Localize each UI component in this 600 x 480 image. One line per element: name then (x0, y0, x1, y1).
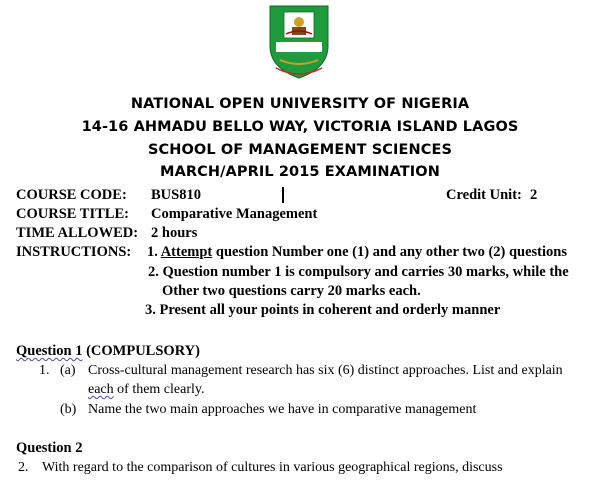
instruction-1-underlined: Attempt (160, 244, 213, 260)
question-1b-label: (b) (60, 402, 77, 417)
question-1a-label: (a) (60, 363, 76, 378)
university-address: 14-16 AHMADU BELLO WAY, VICTORIA ISLAND LAGOS (81, 119, 519, 135)
question-1a-line2-squiggle: each (88, 382, 114, 397)
text-cursor (282, 187, 284, 203)
course-code-value: BUS810 (151, 187, 201, 203)
instruction-3: 3. Present all your points in coherent and orderly manner (145, 302, 501, 318)
question-1-heading-main: Question 1 (16, 343, 83, 359)
question-1-heading (16, 343, 200, 360)
time-allowed-label: TIME ALLOWED: (16, 225, 139, 241)
course-title-value: Comparative Management (151, 206, 318, 222)
question-1a-line2-rest: of them clearly. (113, 382, 205, 397)
instruction-2-line2: Other two questions carry 20 marks each. (162, 283, 421, 299)
question-1-number: 1. (39, 363, 50, 378)
credit-unit-value: 2 (530, 187, 538, 203)
exam-session: MARCH/APRIL 2015 EXAMINATION (160, 164, 440, 180)
question-1b-text: Name the two main approaches we have in comparative management (88, 402, 477, 417)
credit-unit-label: Credit Unit: (446, 187, 522, 203)
time-allowed-value: 2 hours (151, 225, 198, 241)
instruction-1 (147, 244, 567, 261)
course-code-label: COURSE CODE: (16, 187, 127, 203)
question-1-heading-rest: (COMPULSORY) (82, 343, 200, 359)
question-2-number: 2. (18, 460, 29, 475)
university-name: NATIONAL OPEN UNIVERSITY OF NIGERIA (130, 96, 470, 112)
school-name: SCHOOL OF MANAGEMENT SCIENCES (147, 142, 453, 158)
instructions-label: INSTRUCTIONS: (16, 244, 132, 260)
instruction-1-rest: question Number one (1) and any other two (2) questions (212, 244, 567, 260)
university-crest-logo (262, 2, 336, 80)
question-2-heading: Question 2 (16, 440, 83, 456)
question-2-line1: With regard to the comparison of cultures in various geographical regions, discuss (42, 460, 503, 475)
instruction-2-line1: 2. Question number 1 is compulsory and carries 30 marks, while the (148, 264, 569, 280)
question-1a-line2 (88, 382, 205, 398)
instruction-1-number: 1. (147, 244, 158, 260)
question-1a-line1: Cross-cultural management research has six (6) distinct approaches. List and explain (88, 363, 563, 378)
course-title-label: COURSE TITLE: (16, 206, 129, 222)
